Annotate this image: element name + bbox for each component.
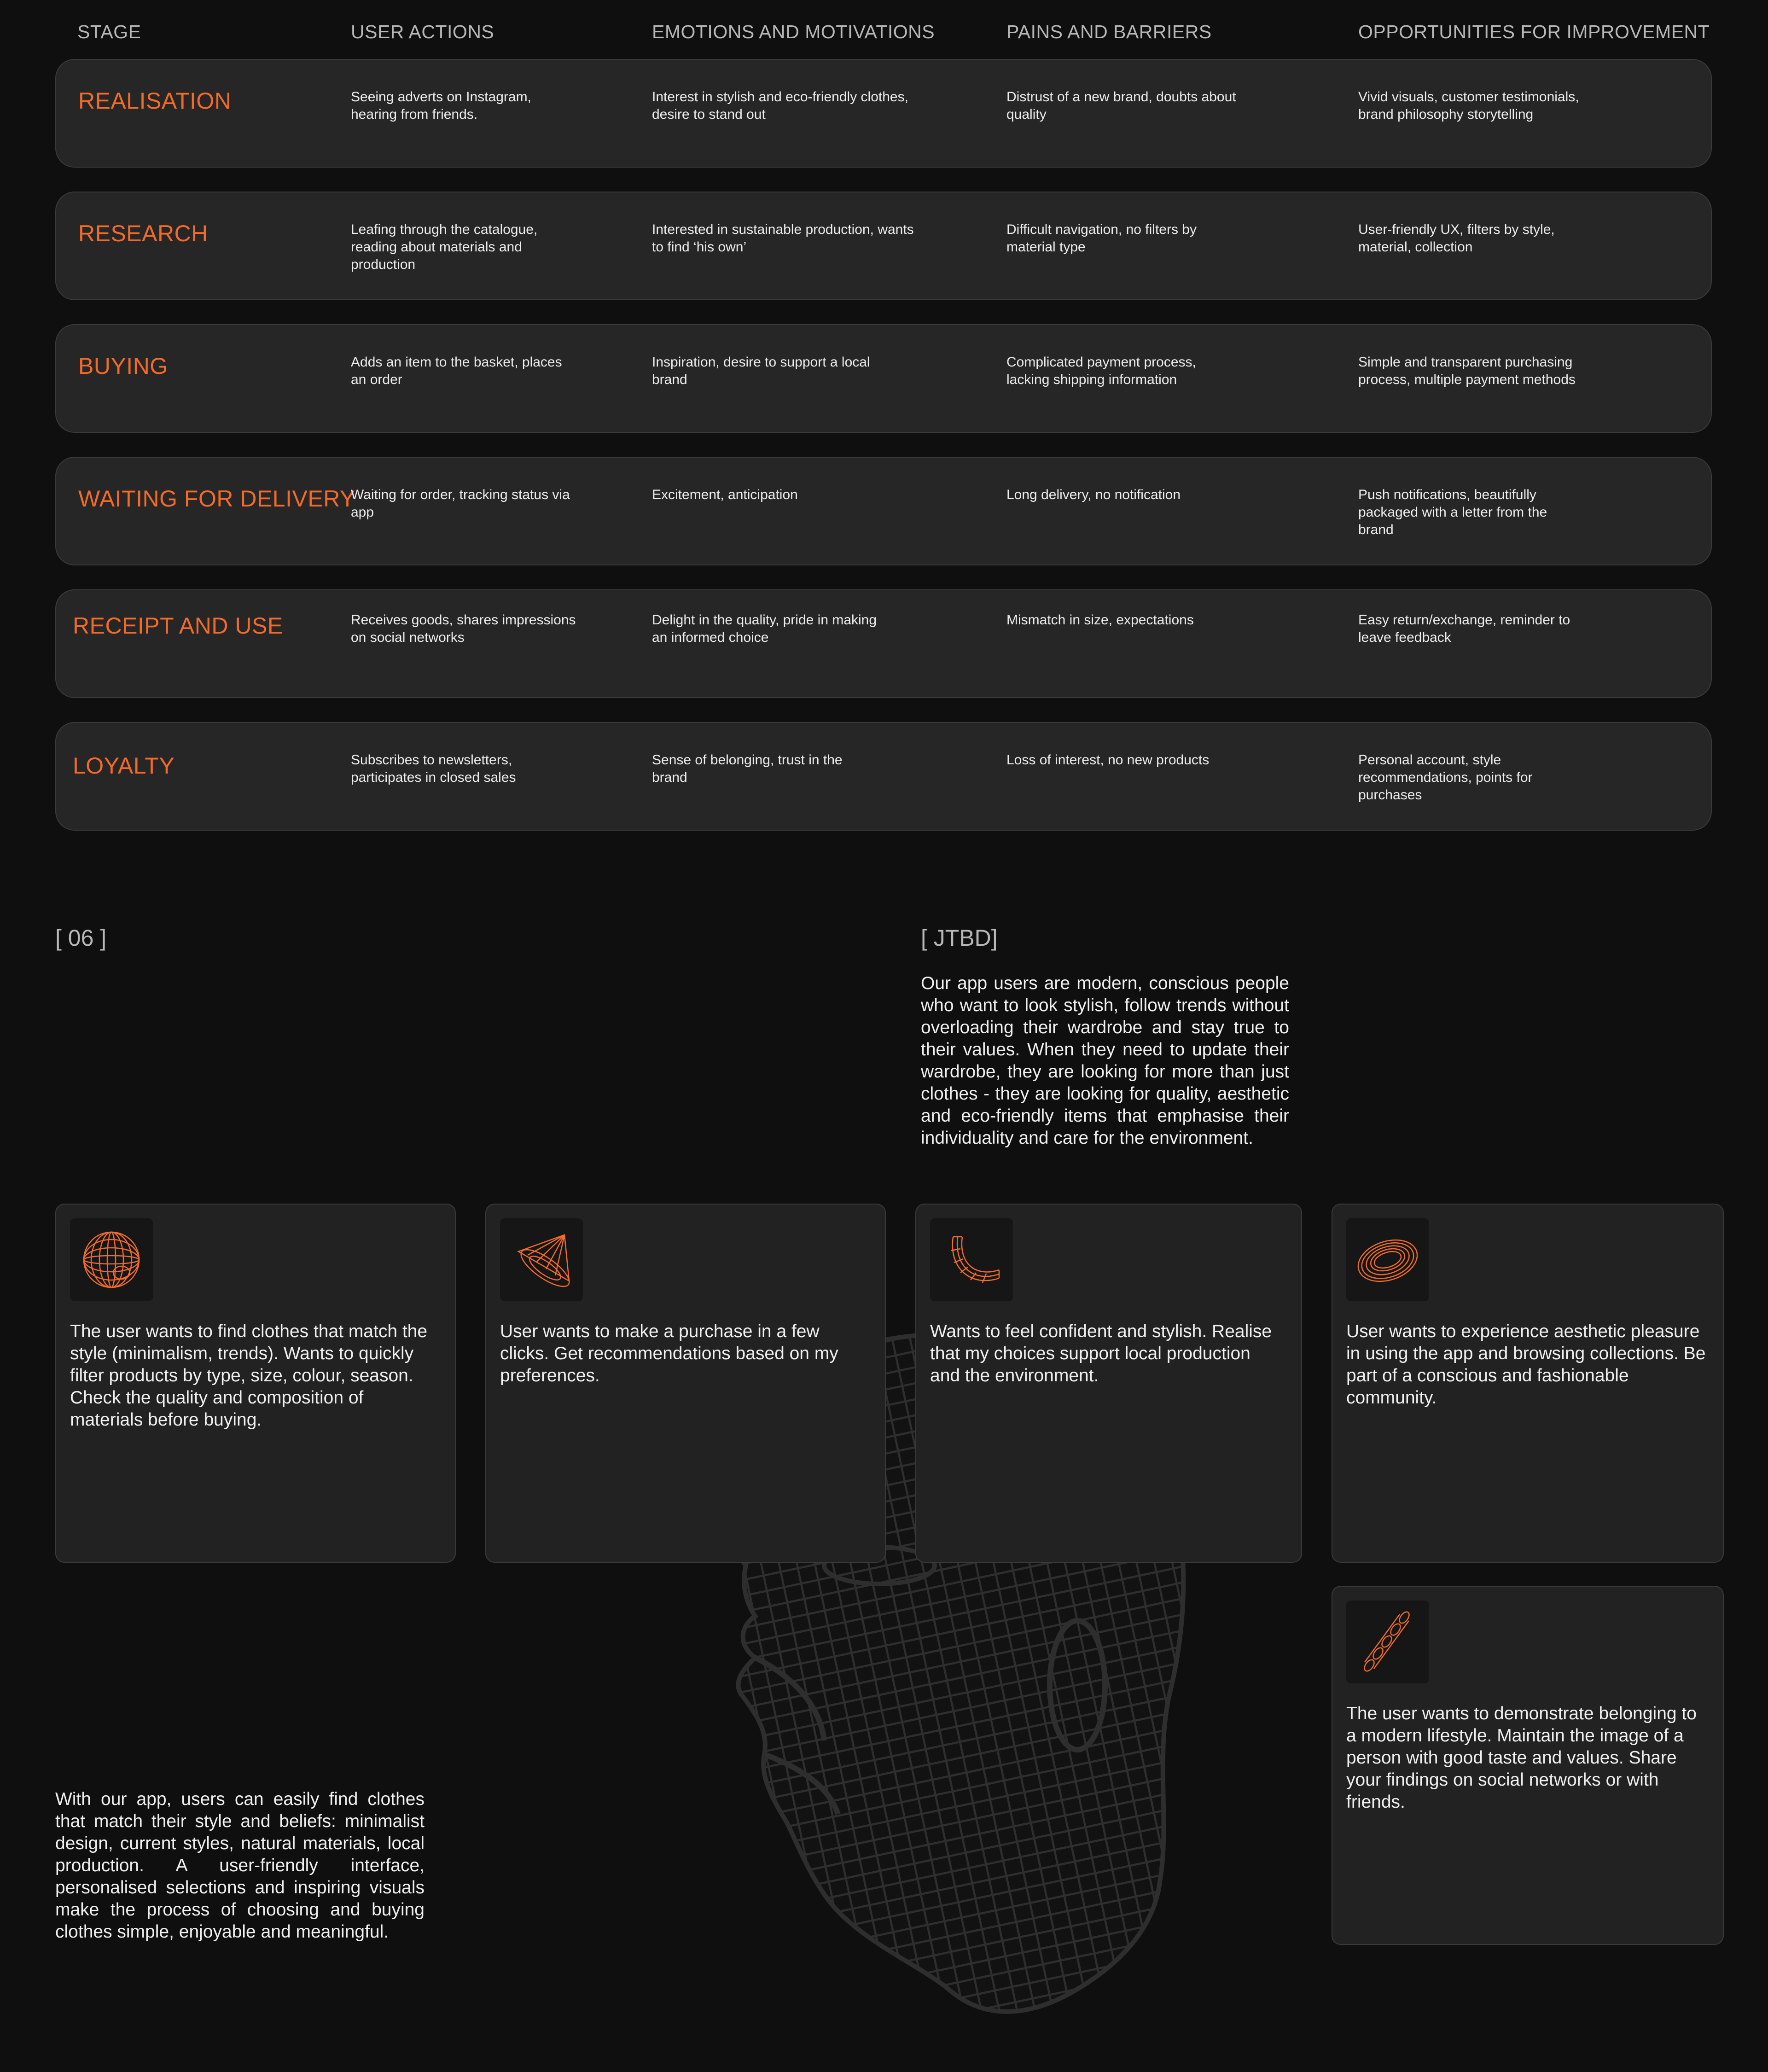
journey-row-realisation — [55, 59, 1712, 168]
opportunities-cell: Vivid visuals, customer testimonials, brand philosophy storytelling — [1358, 89, 1579, 122]
journey-row-loyalty — [55, 722, 1712, 831]
stage-title: RESEARCH — [78, 221, 208, 246]
jtbd-card-find-clothes — [55, 1204, 456, 1563]
cylinder-wireframe-icon — [1346, 1601, 1429, 1683]
user-actions-cell: Leafing through the catalogue, reading about materials and production — [351, 222, 538, 272]
column-header-opportunities: OPPORTUNITIES FOR IMPROVEMENT — [1358, 21, 1710, 42]
jtbd-label: [ JTBD] — [921, 925, 998, 951]
pains-cell: Mismatch in size, expectations — [1006, 612, 1194, 628]
opportunities-cell: Simple and transparent purchasing process, multiple payment methods — [1358, 355, 1576, 387]
emotions-cell: Interest in stylish and eco-friendly clothes, desire to stand out — [652, 89, 908, 122]
jtbd-card-aesthetic-pleasure — [1332, 1204, 1724, 1563]
card-text: User wants to make a purchase in a few clicks. Get recommendations based on my preferences. — [500, 1321, 838, 1385]
emotions-cell: Interested in sustainable production, wants to find ‘his own’ — [652, 222, 914, 255]
card-text: The user wants to find clothes that match the style (minimalism, trends). Wants to quickly filter products by type, size, colour, season. Check the quality and composition of materials before buying. — [70, 1321, 428, 1430]
user-actions-cell: Adds an item to the basket, places an order — [351, 355, 562, 387]
journey-row-research — [55, 192, 1712, 300]
stage-title: BUYING — [78, 353, 168, 379]
pains-cell: Difficult navigation, no filters by material type — [1006, 222, 1197, 255]
emotions-cell: Excitement, anticipation — [652, 487, 798, 502]
pains-cell: Loss of interest, no new products — [1006, 752, 1210, 768]
summary-text: With our app, users can easily find clothes that match their style and beliefs: minimalist design, current styles, natural materials, local production. A user-friendly interface, personalised selections and inspiring visuals make the process of choosing and buying clothes simple, enjoyable and meaningful. — [55, 1789, 425, 1942]
journey-row-buying — [55, 324, 1712, 433]
emotions-cell: Inspiration, desire to support a local brand — [652, 355, 870, 387]
section-number: [ 06 ] — [55, 925, 107, 951]
pains-cell: Complicated payment process, lacking shipping information — [1006, 355, 1196, 387]
opportunities-cell: Personal account, style recommendations, points for purchases — [1358, 752, 1533, 803]
user-actions-cell: Waiting for order, tracking status via app — [351, 487, 570, 520]
arc-tube-wireframe-icon — [930, 1218, 1013, 1301]
user-actions-cell: Subscribes to newsletters, participates in closed sales — [351, 752, 516, 785]
user-actions-cell: Seeing adverts on Instagram, hearing from friends. — [351, 89, 531, 122]
stage-title: REALISATION — [78, 88, 232, 114]
pains-cell: Distrust of a new brand, doubts about quality — [1006, 89, 1236, 122]
opportunities-cell: User-friendly UX, filters by style, material, collection — [1358, 222, 1555, 255]
journey-row-receipt — [55, 589, 1712, 698]
cone-wireframe-icon — [500, 1218, 583, 1301]
emotions-cell: Delight in the quality, pride in making an informed choice — [652, 612, 877, 645]
jtbd-card-quick-purchase — [485, 1204, 886, 1563]
pains-cell: Long delivery, no notification — [1006, 487, 1181, 502]
card-text: User wants to experience aesthetic pleasure in using the app and browsing collections. Be part of a conscious and fashionable community. — [1346, 1321, 1706, 1408]
column-header-user-actions: USER ACTIONS — [351, 21, 494, 42]
column-header-pains: PAINS AND BARRIERS — [1006, 21, 1212, 42]
jtbd-card-feel-confident — [915, 1204, 1302, 1563]
card-text: The user wants to demonstrate belonging to a modern lifestyle. Maintain the image of a person with good taste and values. Share your findings on social networks or with friends. — [1346, 1704, 1697, 1812]
sphere-wireframe-icon — [70, 1218, 153, 1301]
emotions-cell: Sense of belonging, trust in the brand — [652, 752, 843, 785]
stage-title: LOYALTY — [73, 753, 175, 779]
opportunities-cell: Easy return/exchange, reminder to leave feedback — [1358, 612, 1570, 645]
torus-wireframe-icon — [1346, 1218, 1429, 1301]
stage-title: WAITING FOR DELIVERY — [78, 486, 355, 512]
journey-row-waiting — [55, 457, 1712, 565]
column-header-emotions: EMOTIONS AND MOTIVATIONS — [652, 21, 935, 42]
column-header-stage: STAGE — [77, 21, 141, 42]
jtbd-intro-text: Our app users are modern, conscious people who want to look stylish, follow trends without overloading their wardrobe and stay true to their values. When they need to update their wardrobe, they are looking for more than just clothes - they are looking for quality, aesthetic and eco-friendly items that emphasise their individuality and care for the environment. — [921, 973, 1289, 1148]
stage-title: RECEIPT AND USE — [73, 613, 283, 639]
jtbd-card-belonging — [1332, 1586, 1724, 1945]
card-text: Wants to feel confident and stylish. Realise that my choices support local production and the environment. — [930, 1321, 1272, 1385]
user-actions-cell: Receives goods, shares impressions on social networks — [351, 612, 576, 645]
opportunities-cell: Push notifications, beautifully packaged with a letter from the brand — [1358, 487, 1547, 537]
